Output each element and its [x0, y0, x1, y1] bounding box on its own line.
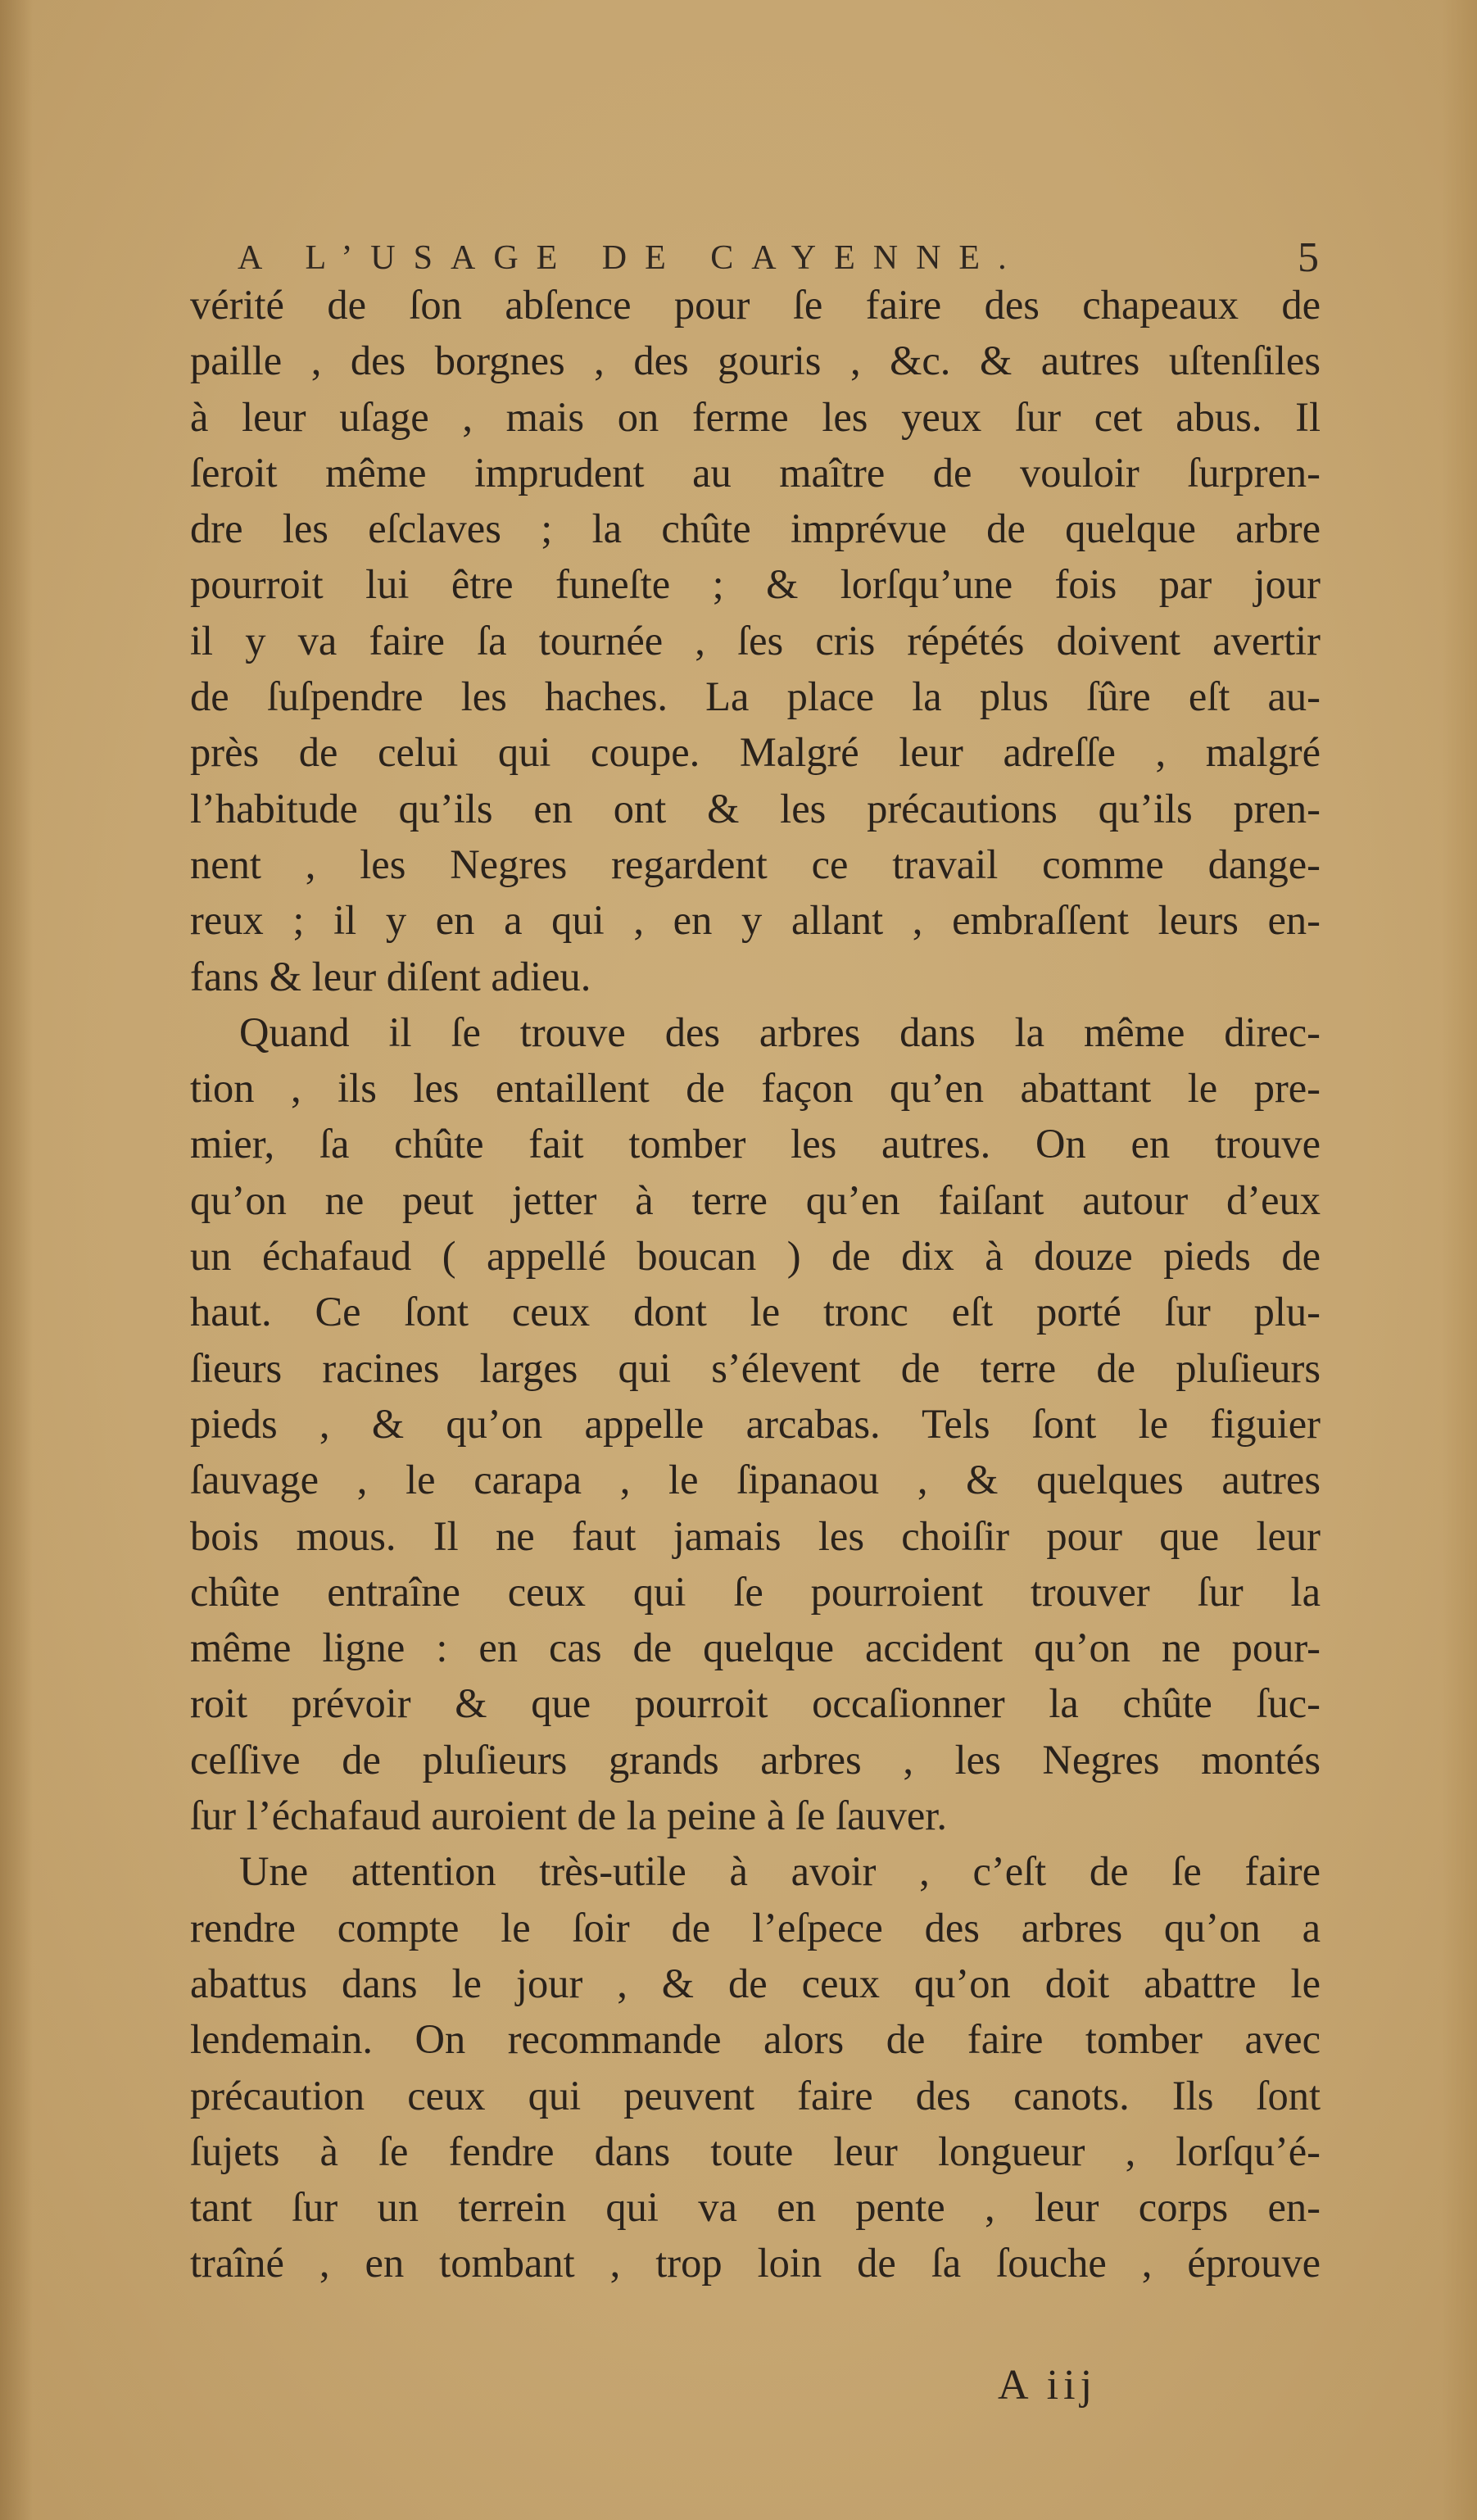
text-line: paille , des borgnes , des gouris , &c. & autres uſtenſiles — [190, 338, 1321, 384]
text-line: abattus dans le jour , & de ceux qu’on doit abattre le — [190, 1960, 1321, 2006]
text-line: vérité de ſon abſence pour ſe faire des chapeaux de — [190, 282, 1321, 328]
text-line: mier, ſa chûte fait tomber les autres. On en trouve — [190, 1121, 1321, 1167]
binding-shadow — [0, 0, 33, 2520]
text-line: même ligne : en cas de quelque accident qu’on ne pour- — [190, 1625, 1321, 1671]
text-line: ſujets à ſe fendre dans toute leur longueur , lorſqu’é- — [190, 2128, 1321, 2174]
paragraph-start-line: Une attention très-utile à avoir , c’eſt de ſe faire — [239, 1848, 1321, 1895]
text-line: ſauvage , le carapa , le ſipanaou , & quelques autres — [190, 1457, 1321, 1503]
paragraph-start-line: Quand il ſe trouve des arbres dans la même direc- — [239, 1008, 1321, 1055]
text-line: près de celui qui coupe. Malgré leur adreſſe , malgré — [190, 729, 1321, 776]
text-line: chûte entraîne ceux qui ſe pourroient trouver ſur la — [190, 1568, 1321, 1615]
text-line: tion , ils les entaillent de façon qu’en abattant le pre- — [190, 1065, 1321, 1112]
text-line: ſieurs racines larges qui s’élevent de terre de pluſieurs — [190, 1344, 1321, 1391]
text-line: rendre compte le ſoir de l’eſpece des arbres qu’on a — [190, 1904, 1321, 1951]
body-text — [190, 277, 1321, 2291]
text-line: un échafaud ( appellé boucan ) de dix à douze pieds de — [190, 1233, 1321, 1280]
running-title: A L’USAGE DE CAYENNE. — [238, 239, 1025, 277]
text-line: il y va faire ſa tournée , ſes cris répétés doivent avertir — [190, 617, 1321, 664]
text-line: pourroit lui être funeſte ; & lorſqu’une fois par jour — [190, 561, 1321, 608]
text-line: haut. Ce ſont ceux dont le tronc eſt porté ſur plu- — [190, 1289, 1321, 1335]
text-line: à leur uſage , mais on ferme les yeux ſur cet abus. Il — [190, 393, 1321, 440]
text-line: ceſſive de pluſieurs grands arbres , les Negres montés — [190, 1736, 1321, 1783]
text-line: tant ſur un terrein qui va en pente , leur corps en- — [190, 2184, 1321, 2231]
signature-mark: A iij — [998, 2362, 1098, 2409]
text-line: de ſuſpendre les haches. La place la plus ſûre eſt au- — [190, 673, 1321, 720]
text-line: ſur l’échafaud auroient de la peine à ſe ſauver. — [190, 1793, 947, 1839]
text-line: pieds , & qu’on appelle arcabas. Tels ſont le figuier — [190, 1400, 1321, 1447]
text-line: reux ; il y en a qui , en y allant , embraſſent leurs en- — [190, 897, 1321, 944]
text-line: lendemain. On recommande alors de faire tomber avec — [190, 2016, 1321, 2063]
text-line: l’habitude qu’ils en ont & les précautions qu’ils pren- — [190, 785, 1321, 832]
text-line: dre les eſclaves ; la chûte imprévue de quelque arbre — [190, 505, 1321, 552]
text-line: fans & leur diſent adieu. — [190, 953, 591, 999]
text-line: traîné , en tombant , trop loin de ſa ſouche , éprouve — [190, 2240, 1321, 2287]
text-line: nent , les Negres regardent ce travail comme dange- — [190, 841, 1321, 887]
text-line: roit prévoir & que pourroit occaſionner la chûte ſuc- — [190, 1680, 1321, 1727]
text-line: ſeroit même imprudent au maître de vouloir ſurpren- — [190, 449, 1321, 496]
text-line: précaution ceux qui peuvent faire des canots. Ils ſont — [190, 2072, 1321, 2119]
text-line: qu’on ne peut jetter à terre qu’en faiſant autour d’eux — [190, 1176, 1321, 1223]
text-line: bois mous. Il ne faut jamais les choiſir pour que leur — [190, 1512, 1321, 1559]
page-number: 5 — [1298, 234, 1319, 281]
